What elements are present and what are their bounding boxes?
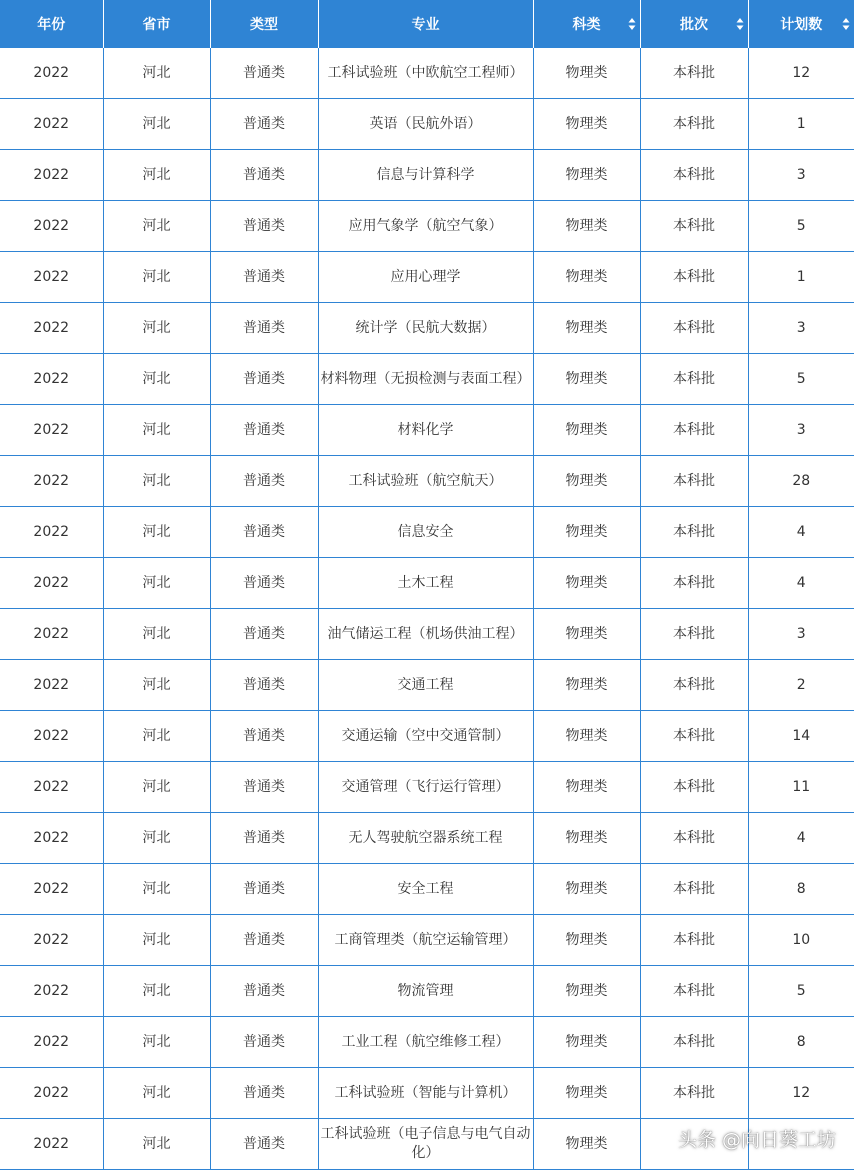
table-row (0, 507, 854, 558)
cell-year: 2022 (0, 507, 103, 558)
cell-major: 工科试验班（智能与计算机） (318, 1068, 533, 1119)
cell-batch: 本科批 (640, 558, 748, 609)
cell-type: 普通类 (210, 660, 318, 711)
cell-batch: 本科批 (640, 201, 748, 252)
cell-category: 物理类 (533, 456, 640, 507)
cell-year: 2022 (0, 201, 103, 252)
cell-batch: 本科批 (640, 456, 748, 507)
cell-plan-count: 14 (748, 711, 854, 762)
cell-category: 物理类 (533, 609, 640, 660)
table-row (0, 354, 854, 405)
cell-plan-count: 4 (748, 813, 854, 864)
cell-plan-count: 11 (748, 762, 854, 813)
cell-province: 河北 (103, 660, 210, 711)
cell-province: 河北 (103, 303, 210, 354)
cell-type: 普通类 (210, 405, 318, 456)
cell-major: 英语（民航外语） (318, 99, 533, 150)
cell-batch: 本科批 (640, 609, 748, 660)
cell-plan-count: 5 (748, 354, 854, 405)
cell-batch: 本科批 (640, 1017, 748, 1068)
header-label: 批次 (680, 17, 708, 33)
cell-category: 物理类 (533, 303, 640, 354)
cell-year: 2022 (0, 558, 103, 609)
table-row (0, 303, 854, 354)
cell-province: 河北 (103, 1119, 210, 1170)
table-row (0, 813, 854, 864)
cell-major: 材料物理（无损检测与表面工程） (318, 354, 533, 405)
cell-major: 交通运输（空中交通管制） (318, 711, 533, 762)
cell-major: 工商管理类（航空运输管理） (318, 915, 533, 966)
table-row (0, 966, 854, 1017)
cell-major: 工科试验班（航空航天） (318, 456, 533, 507)
cell-category: 物理类 (533, 150, 640, 201)
cell-batch: 本科批 (640, 303, 748, 354)
cell-plan-count: 4 (748, 558, 854, 609)
cell-major: 工科试验班（电子信息与电气自动化） (318, 1119, 533, 1170)
cell-major: 信息安全 (318, 507, 533, 558)
cell-plan-count: 8 (748, 1017, 854, 1068)
cell-major: 交通工程 (318, 660, 533, 711)
cell-type: 普通类 (210, 303, 318, 354)
header-year (0, 0, 103, 48)
header-label: 科类 (572, 17, 601, 33)
sort-icon[interactable] (628, 17, 636, 31)
cell-type: 普通类 (210, 354, 318, 405)
cell-major: 应用气象学（航空气象） (318, 201, 533, 252)
cell-type: 普通类 (210, 507, 318, 558)
cell-batch: 本科批 (640, 1068, 748, 1119)
cell-year: 2022 (0, 252, 103, 303)
cell-year: 2022 (0, 660, 103, 711)
cell-category: 物理类 (533, 813, 640, 864)
cell-type: 普通类 (210, 762, 318, 813)
table-row (0, 1017, 854, 1068)
table-row (0, 711, 854, 762)
cell-category: 物理类 (533, 252, 640, 303)
cell-year: 2022 (0, 456, 103, 507)
table-row (0, 252, 854, 303)
cell-batch: 本科批 (640, 252, 748, 303)
header-type (210, 0, 318, 48)
cell-year: 2022 (0, 354, 103, 405)
table-row (0, 558, 854, 609)
cell-year: 2022 (0, 405, 103, 456)
cell-province: 河北 (103, 915, 210, 966)
cell-batch: 本科批 (640, 660, 748, 711)
header-major (318, 0, 533, 48)
header-province (103, 0, 210, 48)
cell-province: 河北 (103, 1068, 210, 1119)
cell-plan-count: 3 (748, 303, 854, 354)
cell-province: 河北 (103, 405, 210, 456)
cell-plan-count: 12 (748, 48, 854, 99)
cell-type: 普通类 (210, 252, 318, 303)
table-row (0, 915, 854, 966)
cell-province: 河北 (103, 813, 210, 864)
cell-year: 2022 (0, 762, 103, 813)
cell-major: 材料化学 (318, 405, 533, 456)
header-label: 专业 (411, 17, 440, 33)
cell-type: 普通类 (210, 915, 318, 966)
cell-major: 无人驾驶航空器系统工程 (318, 813, 533, 864)
cell-batch: 本科批 (640, 405, 748, 456)
cell-type: 普通类 (210, 813, 318, 864)
cell-category: 物理类 (533, 48, 640, 99)
cell-province: 河北 (103, 609, 210, 660)
cell-year: 2022 (0, 99, 103, 150)
header-plan-count[interactable] (748, 0, 854, 48)
cell-year: 2022 (0, 711, 103, 762)
cell-batch: 本科批 (640, 150, 748, 201)
cell-type: 普通类 (210, 456, 318, 507)
cell-type: 普通类 (210, 864, 318, 915)
cell-year: 2022 (0, 1119, 103, 1170)
cell-type: 普通类 (210, 99, 318, 150)
cell-year: 2022 (0, 48, 103, 99)
sort-icon[interactable] (736, 17, 744, 31)
cell-major: 土木工程 (318, 558, 533, 609)
header-category[interactable] (533, 0, 640, 48)
cell-plan-count: 3 (748, 405, 854, 456)
cell-category: 物理类 (533, 762, 640, 813)
cell-plan-count: 1 (748, 252, 854, 303)
table-row (0, 1119, 854, 1170)
cell-category: 物理类 (533, 1017, 640, 1068)
cell-plan-count: 10 (748, 915, 854, 966)
cell-year: 2022 (0, 1017, 103, 1068)
cell-plan-count: 1 (748, 99, 854, 150)
cell-province: 河北 (103, 1017, 210, 1068)
cell-batch (640, 1119, 748, 1170)
header-label: 省市 (142, 17, 171, 33)
cell-batch: 本科批 (640, 762, 748, 813)
table-row (0, 201, 854, 252)
table-row (0, 405, 854, 456)
cell-type: 普通类 (210, 558, 318, 609)
table-row (0, 762, 854, 813)
cell-batch: 本科批 (640, 915, 748, 966)
header-label: 类型 (250, 17, 278, 33)
cell-year: 2022 (0, 864, 103, 915)
cell-batch: 本科批 (640, 507, 748, 558)
cell-major: 交通管理（飞行运行管理） (318, 762, 533, 813)
sort-icon[interactable] (842, 17, 850, 31)
table-body (0, 48, 854, 1170)
cell-plan-count: 4 (748, 507, 854, 558)
header-label: 年份 (37, 17, 66, 33)
cell-type: 普通类 (210, 1119, 318, 1170)
cell-category: 物理类 (533, 711, 640, 762)
cell-type: 普通类 (210, 150, 318, 201)
cell-plan-count: 5 (748, 966, 854, 1017)
table-row (0, 660, 854, 711)
cell-plan-count: 3 (748, 150, 854, 201)
cell-major: 工业工程（航空维修工程） (318, 1017, 533, 1068)
header-batch[interactable] (640, 0, 748, 48)
cell-year: 2022 (0, 150, 103, 201)
table-row (0, 864, 854, 915)
cell-plan-count (748, 1119, 854, 1170)
cell-province: 河北 (103, 456, 210, 507)
cell-category: 物理类 (533, 405, 640, 456)
cell-category: 物理类 (533, 915, 640, 966)
cell-batch: 本科批 (640, 966, 748, 1017)
cell-batch: 本科批 (640, 864, 748, 915)
cell-province: 河北 (103, 864, 210, 915)
cell-category: 物理类 (533, 354, 640, 405)
table-row (0, 99, 854, 150)
cell-province: 河北 (103, 711, 210, 762)
table-row (0, 48, 854, 99)
cell-batch: 本科批 (640, 99, 748, 150)
cell-major: 安全工程 (318, 864, 533, 915)
cell-plan-count: 12 (748, 1068, 854, 1119)
cell-plan-count: 8 (748, 864, 854, 915)
cell-batch: 本科批 (640, 48, 748, 99)
cell-category: 物理类 (533, 99, 640, 150)
cell-type: 普通类 (210, 201, 318, 252)
cell-province: 河北 (103, 966, 210, 1017)
watermark: 头条 @向日葵工坊 (677, 1129, 836, 1151)
cell-plan-count: 2 (748, 660, 854, 711)
cell-type: 普通类 (210, 711, 318, 762)
cell-plan-count: 28 (748, 456, 854, 507)
cell-type: 普通类 (210, 609, 318, 660)
cell-type: 普通类 (210, 48, 318, 99)
table-header (0, 0, 854, 48)
cell-major: 信息与计算科学 (318, 150, 533, 201)
cell-major: 油气储运工程（机场供油工程） (318, 609, 533, 660)
cell-category: 物理类 (533, 1119, 640, 1170)
header-label: 计划数 (780, 17, 823, 33)
cell-category: 物理类 (533, 660, 640, 711)
table-row (0, 150, 854, 201)
cell-category: 物理类 (533, 1068, 640, 1119)
cell-major: 统计学（民航大数据） (318, 303, 533, 354)
cell-year: 2022 (0, 966, 103, 1017)
cell-year: 2022 (0, 303, 103, 354)
table-row (0, 609, 854, 660)
cell-province: 河北 (103, 762, 210, 813)
cell-batch: 本科批 (640, 813, 748, 864)
cell-province: 河北 (103, 354, 210, 405)
cell-year: 2022 (0, 609, 103, 660)
cell-province: 河北 (103, 48, 210, 99)
cell-year: 2022 (0, 915, 103, 966)
cell-major: 工科试验班（中欧航空工程师） (318, 48, 533, 99)
cell-batch: 本科批 (640, 354, 748, 405)
table-row (0, 456, 854, 507)
cell-category: 物理类 (533, 201, 640, 252)
cell-major: 物流管理 (318, 966, 533, 1017)
table-row (0, 1068, 854, 1119)
cell-category: 物理类 (533, 558, 640, 609)
cell-year: 2022 (0, 813, 103, 864)
cell-plan-count: 5 (748, 201, 854, 252)
cell-major: 应用心理学 (318, 252, 533, 303)
cell-province: 河北 (103, 150, 210, 201)
cell-type: 普通类 (210, 966, 318, 1017)
cell-province: 河北 (103, 201, 210, 252)
cell-province: 河北 (103, 507, 210, 558)
cell-type: 普通类 (210, 1068, 318, 1119)
cell-province: 河北 (103, 558, 210, 609)
cell-category: 物理类 (533, 864, 640, 915)
cell-province: 河北 (103, 99, 210, 150)
cell-category: 物理类 (533, 507, 640, 558)
cell-province: 河北 (103, 252, 210, 303)
cell-category: 物理类 (533, 966, 640, 1017)
cell-type: 普通类 (210, 1017, 318, 1068)
cell-year: 2022 (0, 1068, 103, 1119)
cell-batch: 本科批 (640, 711, 748, 762)
header-row (0, 0, 854, 48)
cell-plan-count: 3 (748, 609, 854, 660)
